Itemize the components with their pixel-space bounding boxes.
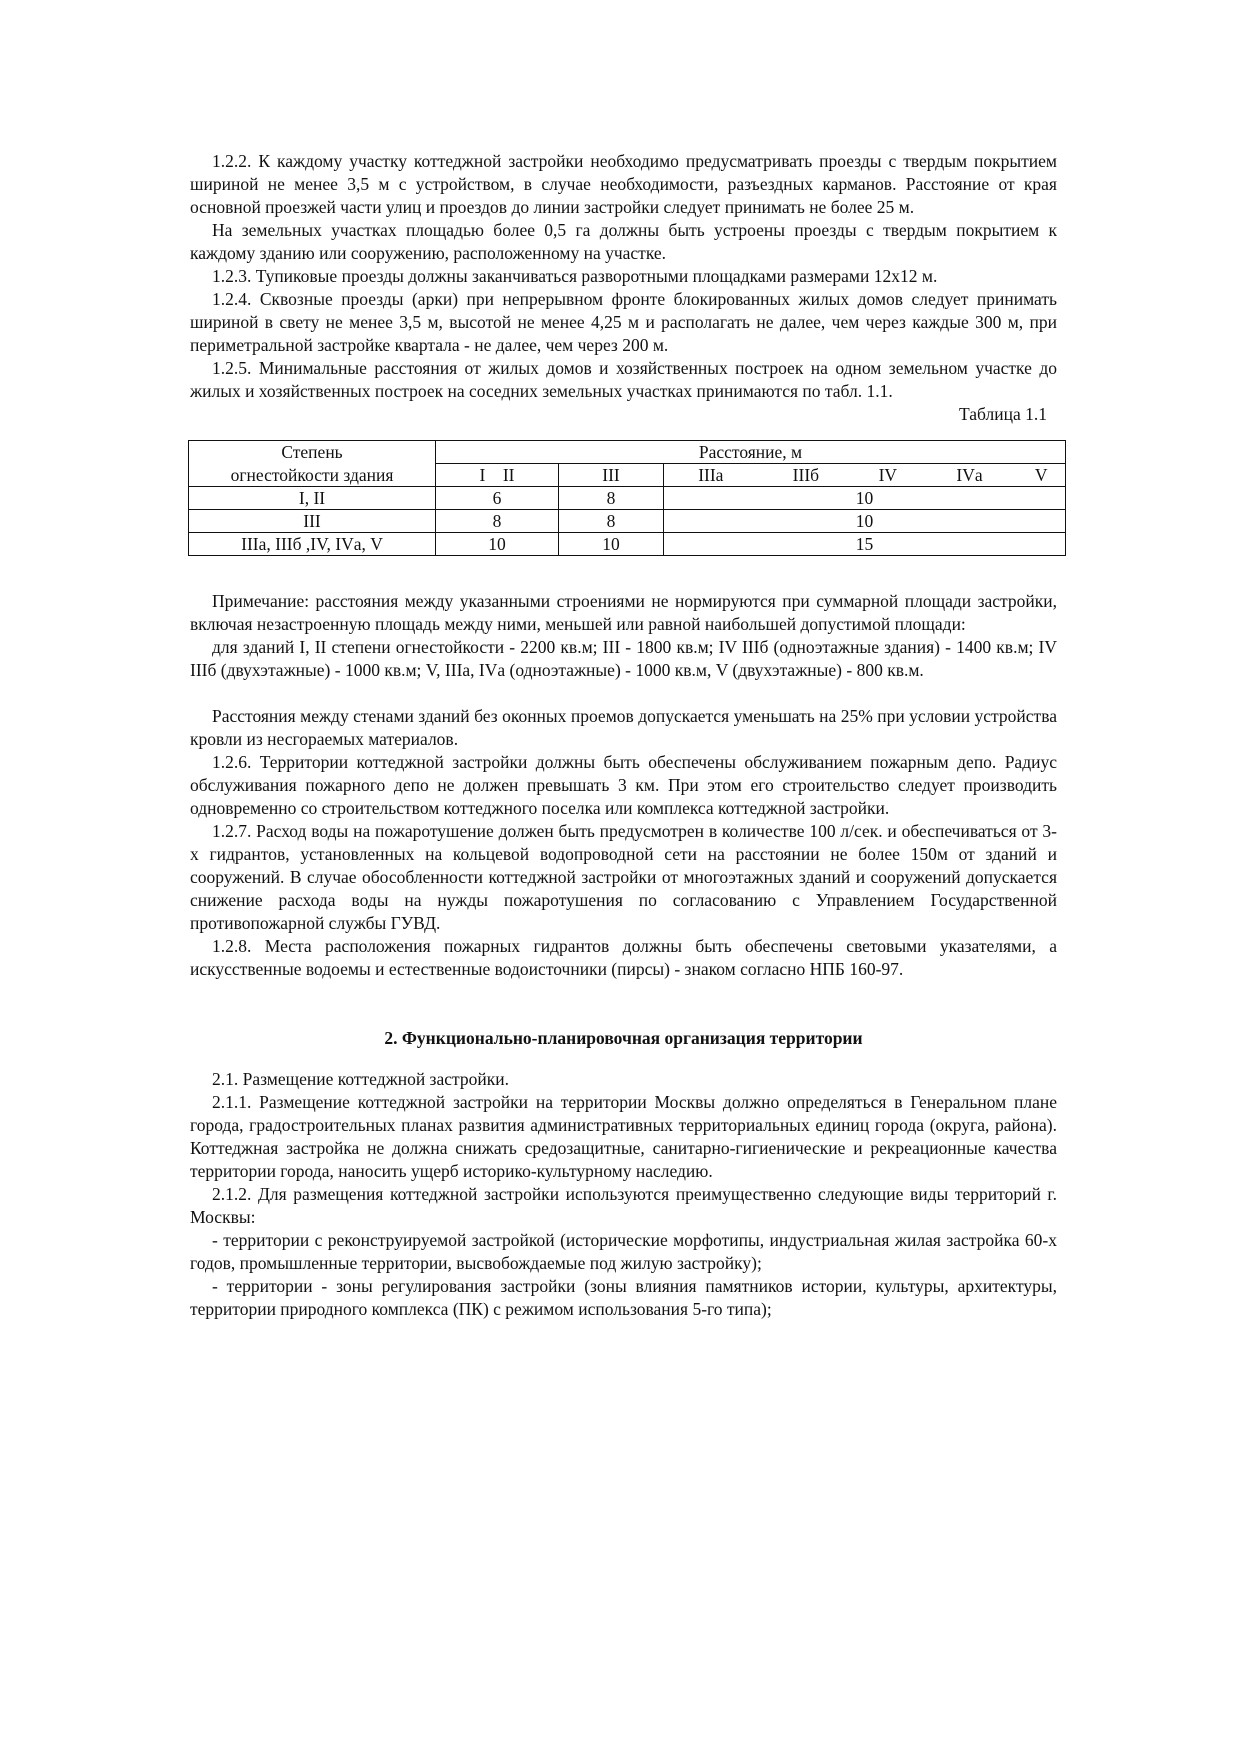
paragraph: На земельных участках площадью более 0,5 га должны быть устроены проезды с твердым покрытием к каждому зданию или сооружению, расположенному на участке. (190, 220, 1057, 263)
table-row (189, 533, 1066, 556)
header-cell: огнестойкости здания (189, 464, 436, 487)
document-page (190, 150, 1057, 1321)
list-item: - территории с реконструируемой застройкой (исторические морфотипы, индустриальная жилая застройка 60-х годов, промышленные территории, высвобождаемые под жилую застройку); (190, 1230, 1057, 1273)
table-cell: III (189, 510, 436, 533)
table-subheader-row (189, 464, 1066, 487)
table-header-row (189, 441, 1066, 464)
table-cell: 8 (436, 510, 559, 533)
subheader-cell: IIIа (664, 464, 758, 487)
distance-table (188, 440, 1066, 556)
table-cell: IIIа, IIIб ,IV, IVа, V (189, 533, 436, 556)
subheader-cell: V (1017, 464, 1065, 487)
table-row (189, 510, 1066, 533)
subheader-cell: I II (436, 464, 559, 487)
table-cell: 6 (436, 487, 559, 510)
paragraph: 1.2.8. Места расположения пожарных гидрантов должны быть обеспечены световыми указателями, а искусственные водоемы и естественные водоисточники (пирсы) - знаком согласно НПБ 160-97. (190, 936, 1057, 979)
table-row (189, 487, 1066, 510)
paragraph: для зданий I, II степени огнестойкости - 2200 кв.м; III - 1800 кв.м; IV IIIб (одноэтажные здания) - 1400 кв.м; IV IIIб (двухэтажные) - 1000 кв.м; V, IIIа, IVа (одноэтажные) - 1000 кв.м, V (двухэтажные) - 800 кв.м. (190, 637, 1057, 680)
paragraph: 1.2.4. Сквозные проезды (арки) при непрерывном фронте блокированных жилых домов следует принимать шириной в свету не менее 3,5 м, высотой не менее 4,25 м и располагать не далее, чем через каждые 300 м, при периметральной застройке квартала - не далее, чем через 200 м. (190, 289, 1057, 355)
subheader-cell: IVа (922, 464, 1018, 487)
table-cell: 8 (559, 487, 664, 510)
paragraph: 1.2.6. Территории коттеджной застройки должны быть обеспечены обслуживанием пожарным депо. Радиус обслуживания пожарного депо не должен превышать 3 км. При этом его строительство следует производить одновременно со строительством коттеджного поселка или комплекса коттеджной застройки. (190, 752, 1057, 818)
paragraph: 1.2.2. К каждому участку коттеджной застройки необходимо предусматривать проезды с твердым покрытием шириной не менее 3,5 м с устройством, в случае необходимости, разъездных карманов. Расстояние от края основной проезжей части улиц и проездов до линии застройки следует принимать не более 25 м. (190, 151, 1057, 217)
paragraph: 1.2.3. Тупиковые проезды должны заканчиваться разворотными площадками размерами 12x12 м. (212, 266, 938, 286)
table-caption: Таблица 1.1 (959, 404, 1047, 424)
note-block (190, 590, 1057, 682)
table-cell: 10 (664, 487, 1066, 510)
table-cell: 8 (559, 510, 664, 533)
paragraph: 2.1.1. Размещение коттеджной застройки на территории Москвы должно определяться в Генеральном плане города, градостроительных планах развития административных территориальных единиц города (округа, района). Коттеджная застройка не должна снижать средозащитные, санитарно-гигиенические и рекреационные качества территории города, наносить ущерб историко-культурному наследию. (190, 1092, 1057, 1181)
paragraph: 2.1.2. Для размещения коттеджной застройки используются преимущественно следующие виды территорий г. Москвы: (190, 1184, 1057, 1227)
header-cell: Расстояние, м (436, 441, 1066, 464)
subheader-cell: III (559, 464, 664, 487)
subheader-cell: IIIб (758, 464, 854, 487)
table-cell: I, II (189, 487, 436, 510)
table-cell: 10 (559, 533, 664, 556)
subheader-cell: IV (854, 464, 921, 487)
section-heading: 2. Функционально-планировочная организация территории (384, 1028, 863, 1048)
paragraph: 1.2.7. Расход воды на пожаротушение должен быть предусмотрен в количестве 100 л/сек. и обеспечиваться от 3-х гидрантов, установленных на кольцевой водопроводной сети на расстоянии не более 150м от зданий и сооружений. В случае обособленности коттеджной застройки от многоэтажных зданий и сооружений допускается снижение расхода воды на нужды пожаротушения по согласованию с Управлением Государственной противопожарной службы ГУВД. (190, 821, 1057, 933)
table-cell: 15 (664, 533, 1066, 556)
paragraph: Примечание: расстояния между указанными строениями не нормируются при суммарной площади застройки, включая незастроенную площадь между ними, меньшей или равной наибольшей допустимой площади: (190, 591, 1057, 634)
paragraph: 2.1. Размещение коттеджной застройки. (212, 1069, 509, 1089)
header-cell: Степень (189, 441, 436, 464)
table-cell: 10 (664, 510, 1066, 533)
list-item: - территории - зоны регулирования застройки (зоны влияния памятников истории, культуры, архитектуры, территории природного комплекса (ПК) с режимом использования 5-го типа); (190, 1276, 1057, 1319)
paragraph: Расстояния между стенами зданий без оконных проемов допускается уменьшать на 25% при условии устройства кровли из несгораемых материалов. (190, 706, 1057, 749)
table-cell: 10 (436, 533, 559, 556)
paragraph: 1.2.5. Минимальные расстояния от жилых домов и хозяйственных построек на одном земельном участке до жилых и хозяйственных построек на соседних земельных участках принимаются по табл. 1.1. (190, 358, 1057, 401)
